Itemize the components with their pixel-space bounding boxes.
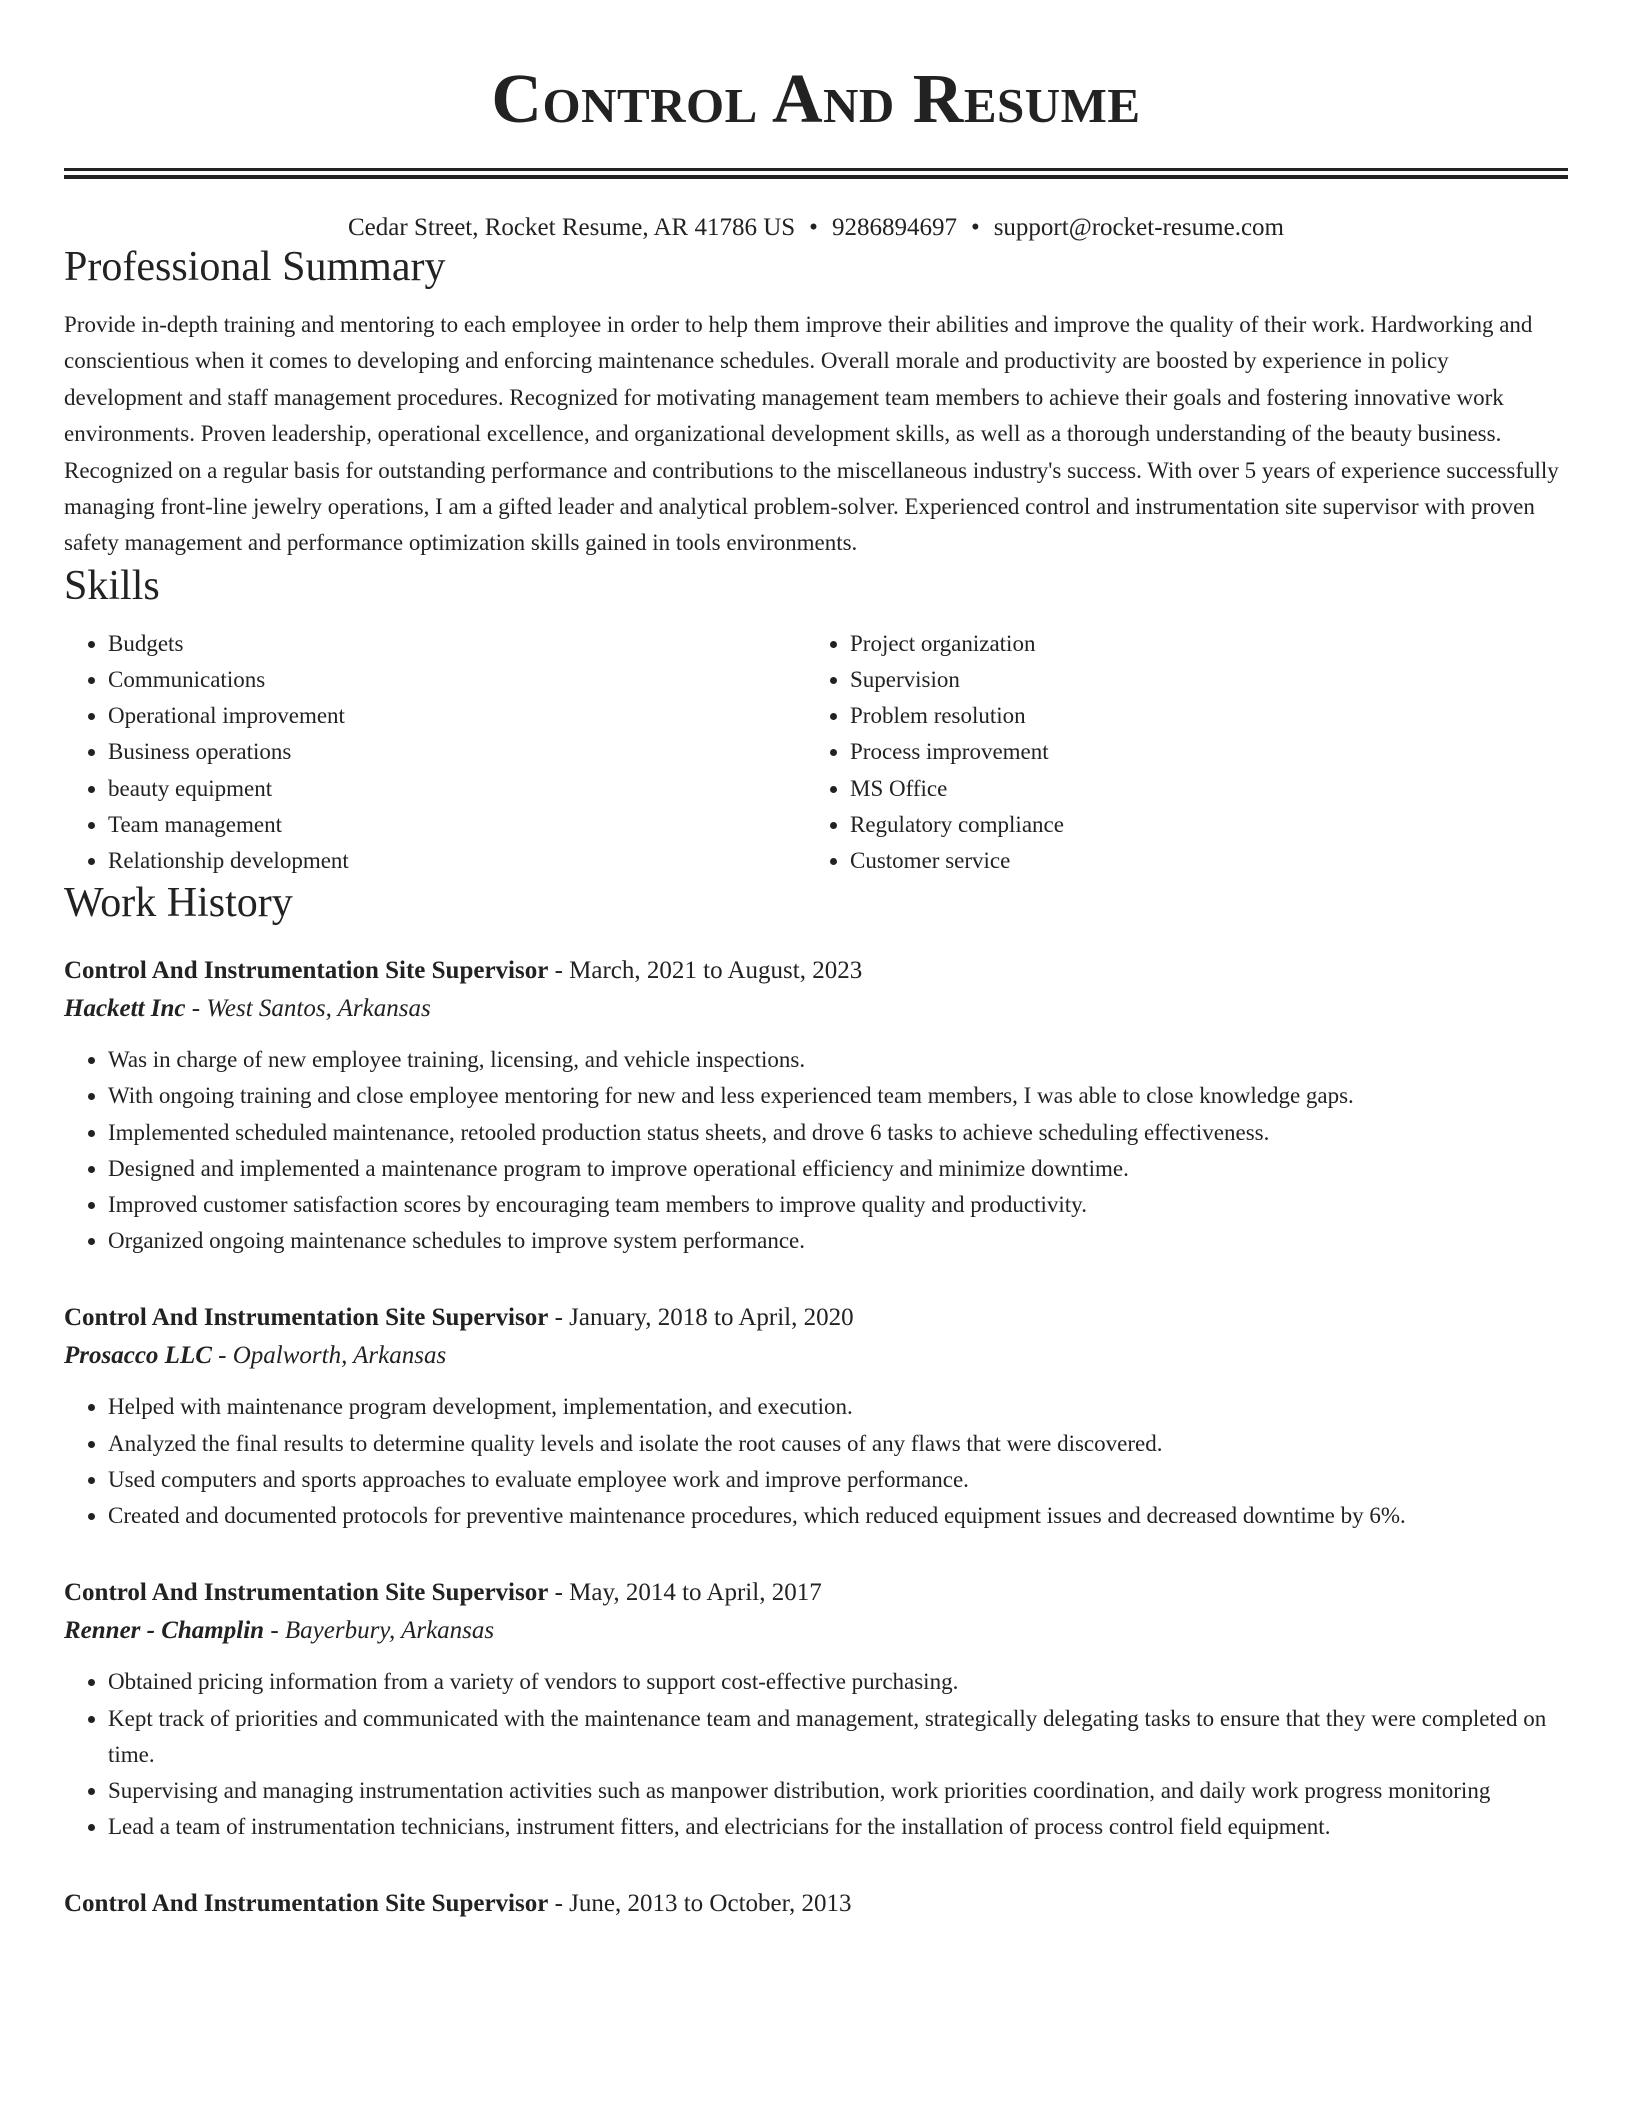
skill-item: • Relationship development [108,843,806,879]
header-divider [64,168,1568,179]
job-title: Control And Instrumentation Site Supervisor [64,1304,549,1332]
job-bullet: • Helped with maintenance program development, implementation, and execution. [108,1389,1568,1425]
contact-email: support@rocket-resume.com [993,214,1284,241]
contact-separator: • [970,214,980,241]
job-location: West Santos, Arkansas [206,995,431,1023]
job-bullet: • Designed and implemented a maintenance program to improve operational efficiency and minimize downtime. [108,1151,1568,1187]
company-location-separator: - [211,1342,233,1370]
job-entry [64,952,1568,1259]
company-location-separator: - [264,1617,285,1645]
job-entry [64,1299,1568,1534]
summary-heading: Professional Summary [64,244,446,290]
job-entry [64,1885,1568,1923]
job-title: Control And Instrumentation Site Supervisor [64,1890,549,1918]
title-date-separator: - [548,1890,570,1918]
job-bullet: • Lead a team of instrumentation technicians, instrument fitters, and electricians for the installation of process control field equipment. [108,1809,1568,1845]
job-bullets [64,1664,1568,1845]
job-bullets [64,1389,1568,1534]
job-company: Renner - Champlin [64,1617,265,1645]
contact-address: Cedar Street, Rocket Resume, AR 41786 US [348,214,796,241]
job-bullet: • Was in charge of new employee training, licensing, and vehicle inspections. [108,1042,1568,1078]
title-date-separator: - [548,1579,570,1607]
job-title-line [64,1885,1568,1923]
job-location: Bayerbury, Arkansas [284,1617,495,1645]
skill-item: • Project organization [850,626,1548,662]
job-bullet: • With ongoing training and close employee mentoring for new and less experienced team members, I was able to close knowledge gaps. [108,1078,1568,1114]
job-location: Opalworth, Arkansas [232,1342,447,1370]
skill-item: • Problem resolution [850,698,1548,734]
job-bullet: • Obtained pricing information from a variety of vendors to support cost-effective purchasing. [108,1664,1568,1700]
skill-item: • Regulatory compliance [850,807,1548,843]
job-company: Hackett Inc [64,995,186,1023]
job-dates: January, 2018 to April, 2020 [569,1304,854,1332]
summary-text: Provide in-depth training and mentoring to each employee in order to help them improve their abilities and improve the quality of their work. Hardworking and conscientious when it comes to developing and enforcing maintenance schedules. Overall morale and productivity are boosted by experience in policy development and staff management procedures. Recognized for motivating management team members to achieve their goals and fostering innovative work environments. Proven leadership, operational excellence, and organizational development skills, as well as a thorough understanding of the beauty business. Recognized on a regular basis for outstanding performance and contributions to the miscellaneous industry's success. With over 5 years of experience successfully managing front-line jewelry operations, I am a gifted leader and analytical problem-solver. Experienced control and instrumentation site supervisor with proven safety management and performance optimization skills gained in tools environments. [64,312,1559,556]
contact-phone: 9286894697 [831,214,957,241]
job-bullet: • Kept track of priorities and communicated with the maintenance team and management, strategically delegating tasks to ensure that they were completed on time. [108,1701,1568,1773]
job-bullet: • Created and documented protocols for preventive maintenance procedures, which reduced equipment issues and decreased downtime by 6%. [108,1498,1568,1534]
job-bullet: • Organized ongoing maintenance schedules to improve system performance. [108,1223,1568,1259]
title-date-separator: - [548,957,570,985]
job-bullet: • Analyzed the final results to determine quality levels and isolate the root causes of any flaws that were discovered. [108,1426,1568,1462]
job-title: Control And Instrumentation Site Supervisor [64,1579,549,1607]
job-title-line [64,952,1568,990]
job-bullet: • Supervising and managing instrumentation activities such as manpower distribution, work priorities coordination, and daily work progress monitoring [108,1773,1568,1809]
skills-list-left [64,626,806,879]
skills-heading: Skills [64,562,160,609]
job-dates: March, 2021 to August, 2023 [569,957,863,985]
skills-columns [64,626,1568,879]
job-dates: May, 2014 to April, 2017 [569,1579,822,1607]
job-bullet: • Used computers and sports approaches to evaluate employee work and improve performance. [108,1462,1568,1498]
title-date-separator: - [548,1304,570,1332]
job-company-line [64,1612,1568,1650]
skills-list-right [806,626,1548,879]
work-history-heading: Work History [64,880,293,927]
job-dates: June, 2013 to October, 2013 [569,1890,852,1918]
job-company-line [64,1337,1568,1375]
skill-item: • Supervision [850,662,1548,698]
job-entry [64,1574,1568,1845]
skill-item: • beauty equipment [108,771,806,807]
contact-separator: • [809,214,818,241]
job-title: Control And Instrumentation Site Supervisor [64,957,549,985]
contact-line [64,213,1568,243]
skill-item: • Team management [108,807,806,843]
skill-item: • Business operations [108,734,806,770]
job-title-line [64,1574,1568,1612]
skill-item: • Process improvement [850,734,1548,770]
job-bullets [64,1042,1568,1259]
job-bullet: • Implemented scheduled maintenance, retooled production status sheets, and drove 6 tasks to achieve scheduling effectiveness. [108,1115,1568,1151]
job-company-line [64,990,1568,1028]
job-company: Prosacco LLC [64,1342,212,1370]
job-bullet: • Improved customer satisfaction scores by encouraging team members to improve quality and productivity. [108,1187,1568,1223]
skill-item: • Customer service [850,843,1548,879]
skill-item: • Operational improvement [108,698,806,734]
resume-name: Control And Resume [491,61,1141,138]
skill-item: • Budgets [108,626,806,662]
job-title-line [64,1299,1568,1337]
company-location-separator: - [185,995,207,1023]
skill-item: • Communications [108,662,806,698]
skill-item: • MS Office [850,771,1548,807]
